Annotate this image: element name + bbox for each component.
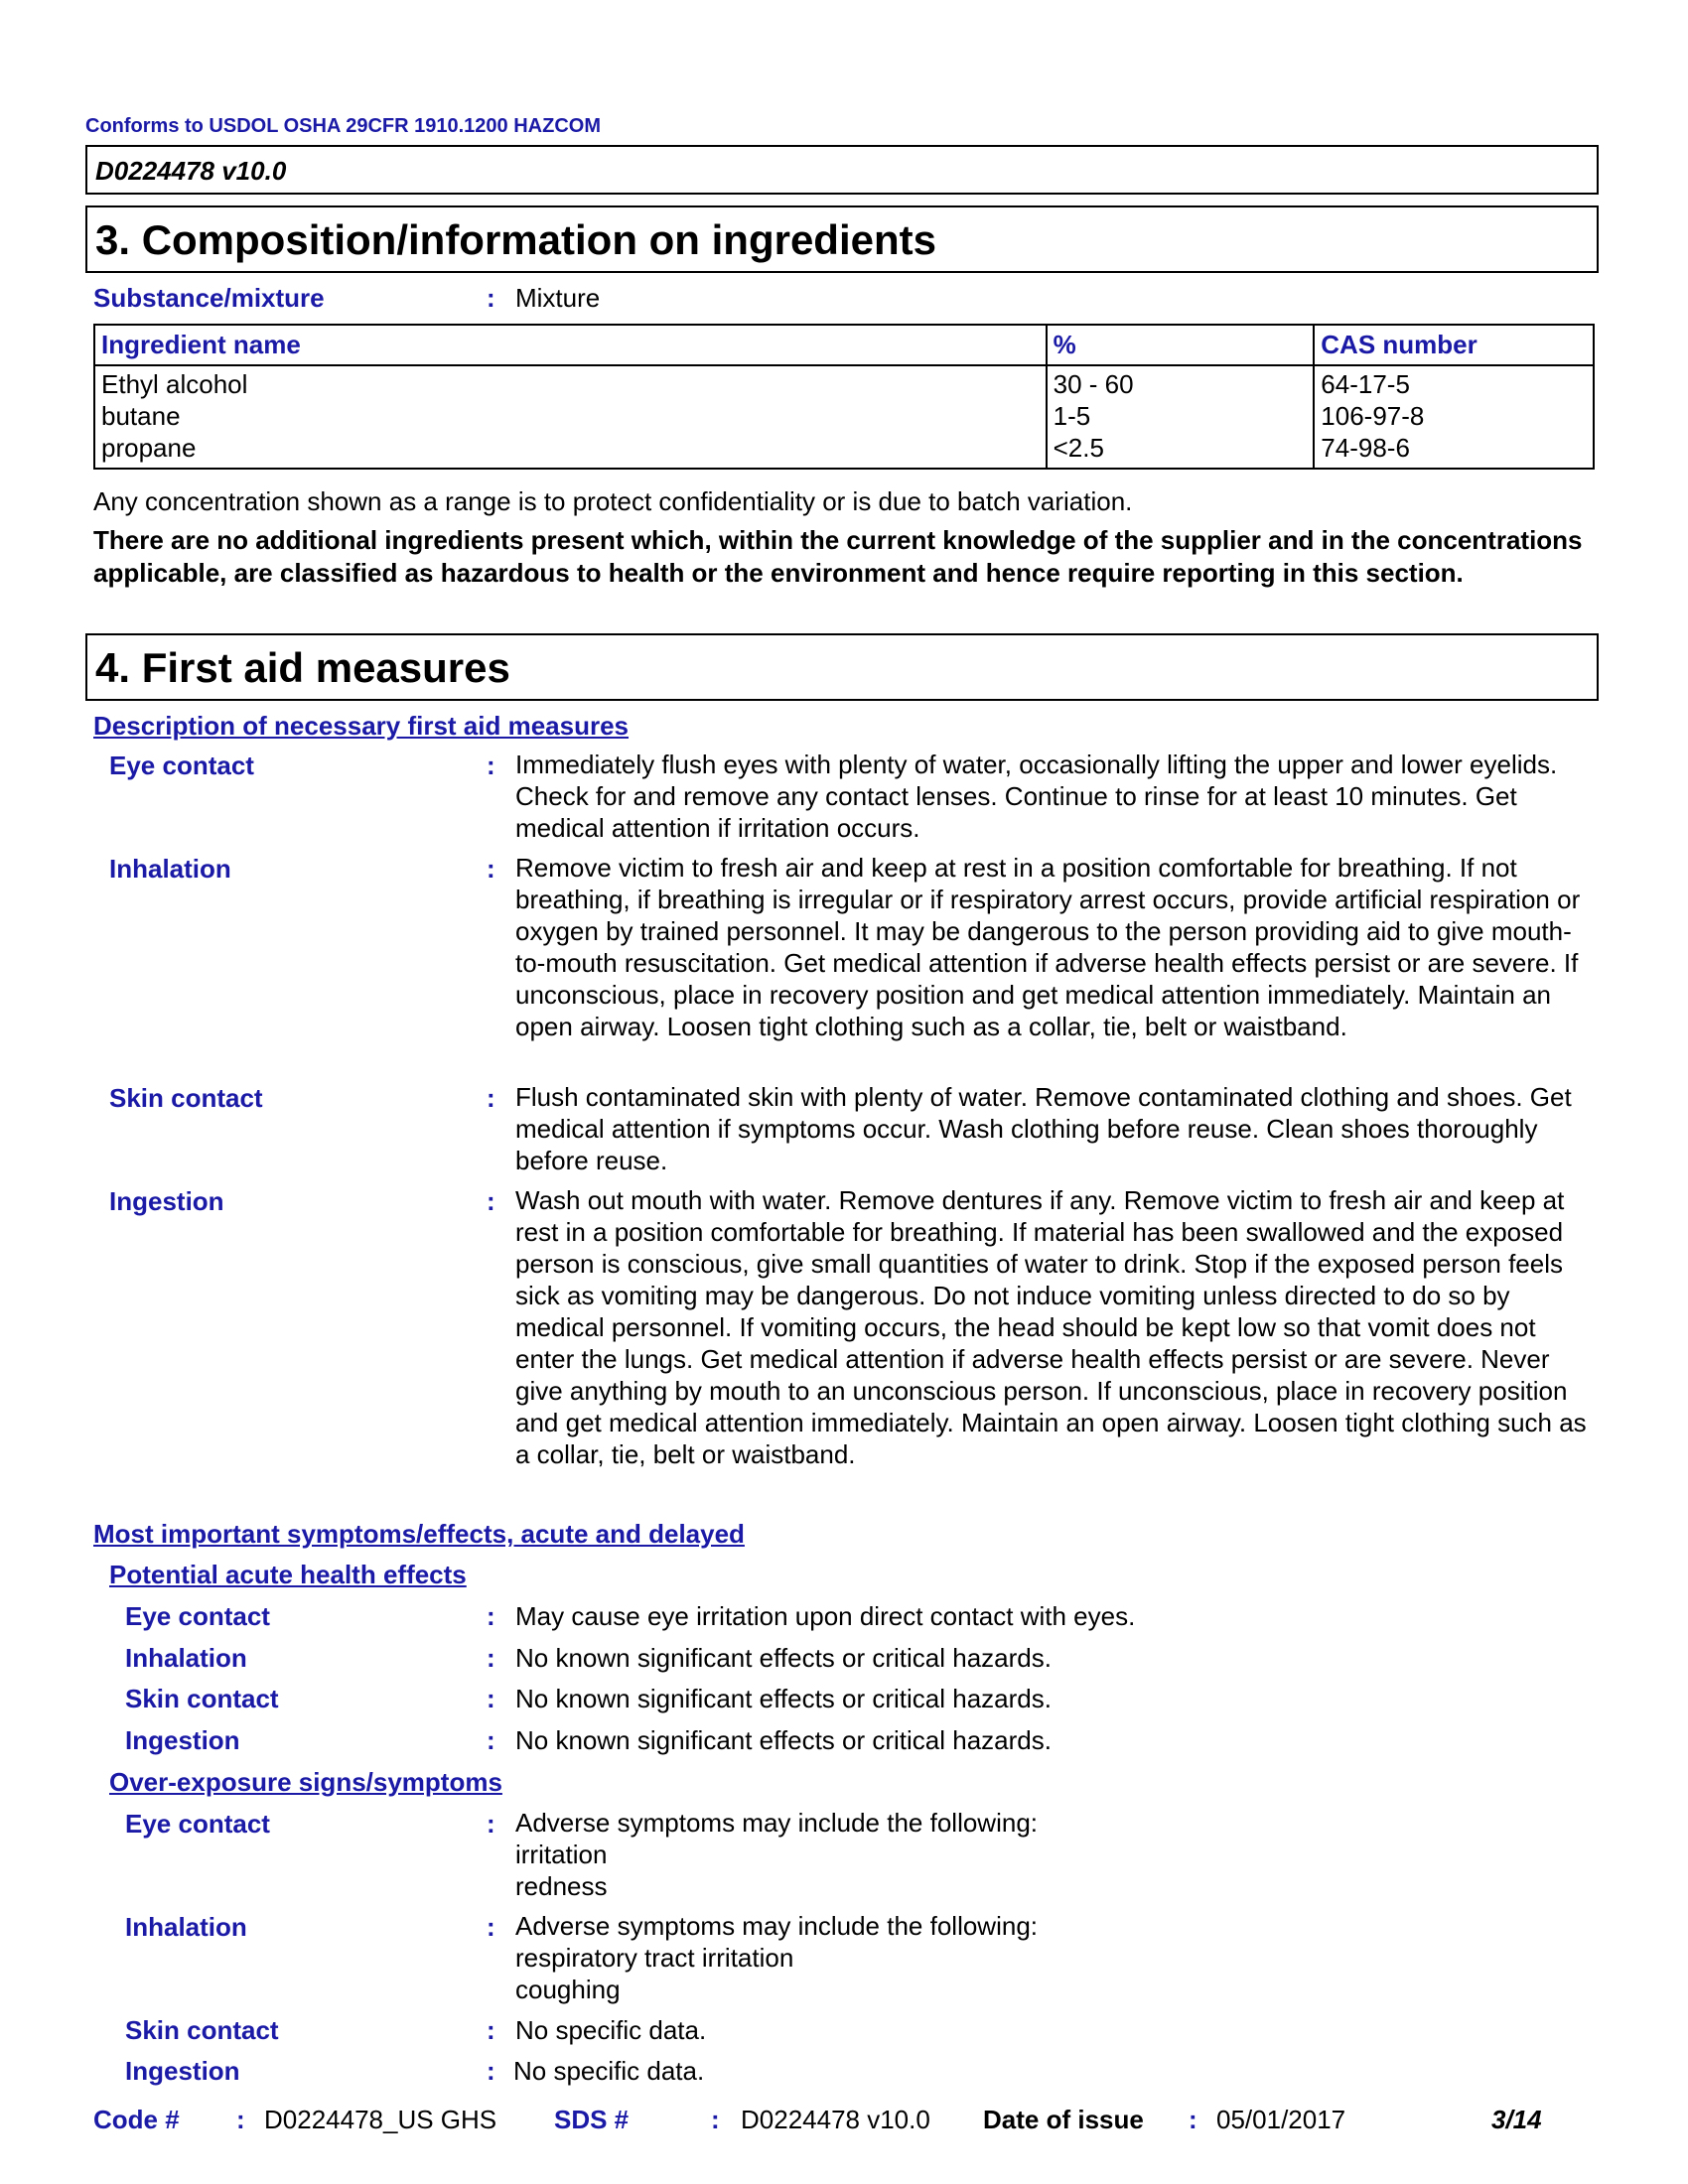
colon: : [711, 2105, 720, 2134]
colon: : [487, 1643, 495, 1673]
inhalation-label: Inhalation [109, 854, 231, 884]
colon: : [487, 1083, 495, 1113]
acute-effects-heading: Potential acute health effects [109, 1560, 467, 1589]
footer-code-label: Code # [93, 2105, 180, 2134]
over-skin-contact-label: Skin contact [125, 2015, 279, 2045]
acute-inhalation-label: Inhalation [125, 1643, 247, 1673]
header-percent: % [1047, 325, 1315, 365]
acute-ingestion-text: No known significant effects or critical hazards. [515, 1725, 1052, 1755]
inhalation-text: Remove victim to fresh air and keep at rest in a position comfortable for breathing. If not breathing, if breathing is irregular or if respiratory arrest occurs, provide artificial respiration or oxygen by trained personnel. It may be dangerous to the person providing aid to give mouth-to-mouth resuscitation. Get medical attention if adverse health effects persist or are severe. If unconscious, place in recovery position and get medical attention immediately. Maintain an open airway. Loosen tight clothing such as a collar, tie, belt or waistband. [515, 853, 1581, 1041]
skin-contact-label: Skin contact [109, 1083, 263, 1113]
over-ingestion-text: No specific data. [513, 2056, 705, 2086]
ingredient-cas: 106-97-8 [1321, 401, 1425, 431]
over-inhalation-label: Inhalation [125, 1912, 247, 1942]
document-id-box [85, 145, 1599, 195]
over-eye-contact-label: Eye contact [125, 1809, 270, 1839]
ingredient-percent: 1-5 [1053, 401, 1091, 431]
over-skin-contact-text: No specific data. [515, 2015, 707, 2045]
ingredient-cas: 74-98-6 [1321, 433, 1410, 463]
ingredient-cas: 64-17-5 [1321, 369, 1410, 399]
percent-cell [1047, 365, 1315, 469]
colon: : [487, 854, 495, 884]
substance-label: Substance/mixture [93, 283, 325, 313]
table-row [94, 365, 1594, 469]
colon: : [487, 1186, 495, 1216]
acute-eye-contact-text: May cause eye irritation upon direct contact with eyes. [515, 1601, 1136, 1631]
section-4-title: 4. First aid measures [95, 644, 510, 691]
conformance-note: Conforms to USDOL OSHA 29CFR 1910.1200 HAZCOM [85, 115, 601, 137]
colon: : [487, 1809, 495, 1839]
section-4-header [85, 633, 1599, 701]
eye-contact-label: Eye contact [109, 751, 254, 780]
eye-contact-text: Immediately flush eyes with plenty of water, occasionally lifting the upper and lower eyelids. Check for and remove any contact lenses. Continue to rinse for at least 10 minutes. Get medical attention if irritation occurs. [515, 750, 1558, 843]
cas-cell [1314, 365, 1594, 469]
ingredient-name: propane [101, 433, 197, 463]
acute-skin-contact-label: Skin contact [125, 1684, 279, 1713]
colon: : [487, 1912, 495, 1942]
over-eye-contact-text [515, 1807, 1038, 1902]
acute-eye-contact-label: Eye contact [125, 1601, 270, 1631]
colon: : [487, 1601, 495, 1631]
footer-sds-value: D0224478 v10.0 [741, 2105, 930, 2134]
colon: : [487, 1725, 495, 1755]
footer-sds-label: SDS # [554, 2105, 630, 2134]
footer-code-value: D0224478_US GHS [264, 2105, 497, 2134]
symptom-line: Adverse symptoms may include the following: [515, 1808, 1039, 1838]
acute-skin-contact-text: No known significant effects or critical hazards. [515, 1684, 1052, 1713]
colon: : [487, 2015, 495, 2045]
symptom-line: coughing [515, 1975, 621, 2004]
footer-date-value: 05/01/2017 [1216, 2105, 1346, 2134]
skin-contact-text: Flush contaminated skin with plenty of water. Remove contaminated clothing and shoes. Get medical attention if symptoms occur. Wash clothing before reuse. Clean shoes thoroughly before reuse. [515, 1082, 1572, 1175]
concentration-note: Any concentration shown as a range is to protect confidentiality or is due to batch variation. [93, 486, 1133, 516]
header-ingredient-name: Ingredient name [94, 325, 1047, 365]
ingredient-percent: 30 - 60 [1053, 369, 1134, 399]
colon: : [236, 2105, 245, 2134]
description-heading: Description of necessary first aid measures [93, 711, 630, 741]
ingestion-text: Wash out mouth with water. Remove dentures if any. Remove victim to fresh air and keep at rest in a position comfortable for breathing. If material has been swallowed and the exposed person is conscious, give small quantities of water to drink. Stop if the exposed person feels sick as vomiting may be dangerous. Do not induce vomiting unless directed to do so by medical personnel. If vomiting occurs, the head should be kept low so that vomit does not enter the lungs. Get medical attention if adverse health effects persist or are severe. Never give anything by mouth to an unconscious person. If unconscious, place in recovery position and get medical attention immediately. Maintain an open airway. Loosen tight clothing such as a collar, tie, belt or waistband. [515, 1185, 1587, 1469]
header-cas-number: CAS number [1314, 325, 1594, 365]
substance-value: Mixture [515, 283, 601, 313]
symptom-line: respiratory tract irritation [515, 1943, 794, 1973]
colon: : [487, 2056, 495, 2086]
symptom-line: Adverse symptoms may include the following: [515, 1911, 1039, 1941]
symptom-line: irritation [515, 1840, 608, 1869]
ingredients-table [93, 324, 1595, 470]
ingestion-label: Ingestion [109, 1186, 224, 1216]
footer-date-label: Date of issue [983, 2105, 1144, 2134]
ingredient-name: Ethyl alcohol [101, 369, 248, 399]
over-inhalation-text [515, 1910, 1038, 2005]
ingredient-names-cell [94, 365, 1047, 469]
colon: : [487, 1684, 495, 1713]
ingredient-name: butane [101, 401, 181, 431]
over-ingestion-label: Ingestion [125, 2056, 240, 2086]
overexposure-heading: Over-exposure signs/symptoms [109, 1767, 502, 1797]
colon: : [487, 751, 495, 780]
colon: : [487, 283, 495, 313]
section-3-header [85, 205, 1599, 273]
acute-ingestion-label: Ingestion [125, 1725, 240, 1755]
document-id: D0224478 v10.0 [95, 156, 287, 186]
symptoms-heading: Most important symptoms/effects, acute and delayed [93, 1519, 745, 1549]
ingredient-percent: <2.5 [1053, 433, 1104, 463]
page-number: 3/14 [1491, 2105, 1542, 2134]
additional-ingredients-statement: There are no additional ingredients present which, within the current knowledge of the supplier and in the concentrations applicable, are classified as hazardous to health or the environment and hence require reporting in this section. [93, 525, 1583, 588]
acute-inhalation-text: No known significant effects or critical hazards. [515, 1643, 1052, 1673]
section-3-title: 3. Composition/information on ingredients [95, 216, 936, 263]
symptom-line: redness [515, 1871, 608, 1901]
colon: : [1189, 2105, 1197, 2134]
